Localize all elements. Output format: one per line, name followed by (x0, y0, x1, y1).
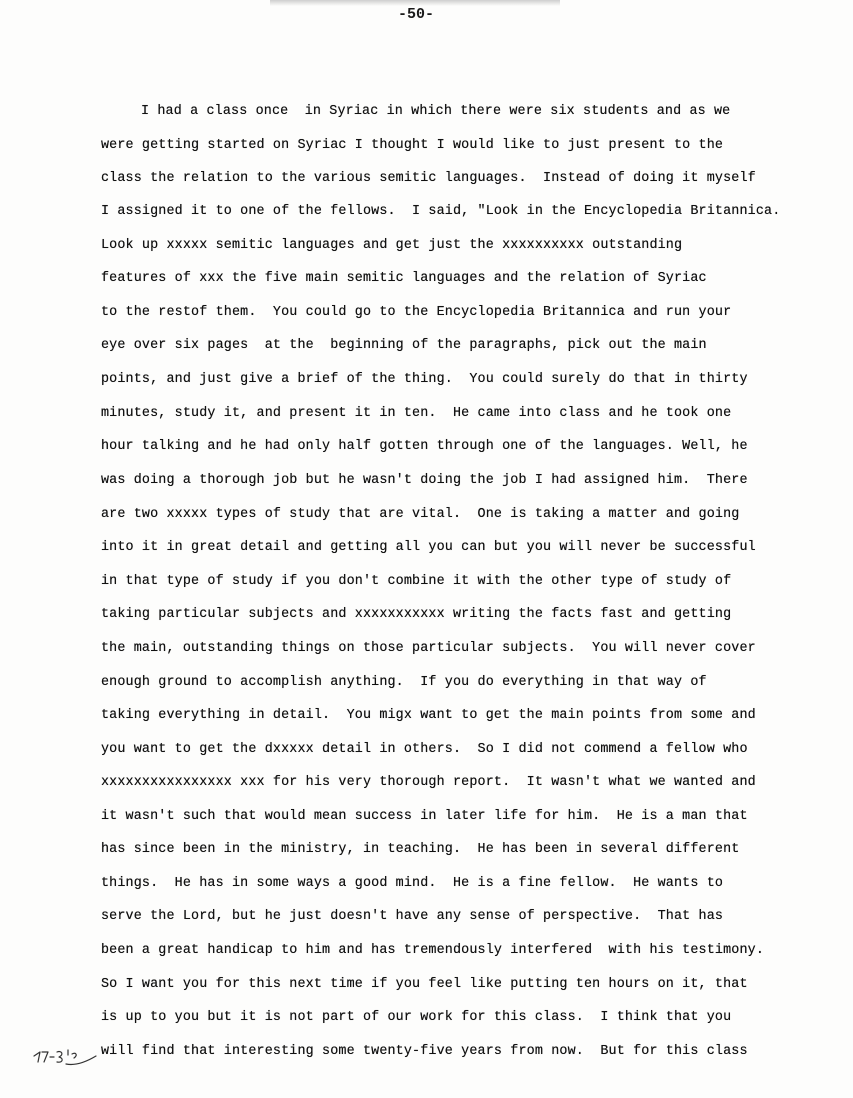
text-line: hour talking and he had only half gotten through one of the languages. Well, he (101, 439, 748, 454)
handwritten-margin-note (30, 1042, 100, 1072)
page-number: -50- (398, 6, 435, 23)
text-line: Look up xxxxx semitic languages and get just the xxxxxxxxxx outstanding (101, 238, 683, 253)
text-line: minutes, study it, and present it in ten. He came into class and he took one (101, 406, 732, 421)
text-line: in that type of study if you don't combine it with the other type of study of (101, 574, 732, 589)
text-line: you want to get the dxxxxx detail in others. So I did not commend a fellow who (101, 742, 748, 757)
text-line: things. He has in some ways a good mind. He is a fine fellow. He wants to (101, 876, 724, 891)
text-line: been a great handicap to him and has tremendously interfered with his testimony. (101, 943, 765, 958)
text-line: has since been in the ministry, in teaching. He has been in several different (101, 842, 740, 857)
text-line: taking everything in detail. You migx want to get the main points from some and (101, 708, 756, 723)
text-line: taking particular subjects and xxxxxxxxxxx writing the facts fast and getting (101, 607, 732, 622)
text-line: enough ground to accomplish anything. If you do everything in that way of (101, 675, 707, 690)
text-line: I had a class once in Syriac in which there were six students and as we (141, 104, 731, 119)
text-line: serve the Lord, but he just doesn't have any sense of perspective. That has (101, 909, 724, 924)
text-line: are two xxxxx types of study that are vital. One is taking a matter and going (101, 507, 740, 522)
text-line: the main, outstanding things on those particular subjects. You will never cover (101, 641, 756, 656)
text-line: is up to you but it is not part of our work for this class. I think that you (101, 1010, 732, 1025)
text-line: eye over six pages at the beginning of the paragraphs, pick out the main (101, 338, 707, 353)
text-line: were getting started on Syriac I thought I would like to just present to the (101, 138, 724, 153)
text-line: So I want you for this next time if you feel like putting ten hours on it, that (101, 977, 748, 992)
text-line: features of xxx the five main semitic languages and the relation of Syriac (101, 271, 707, 286)
text-line: class the relation to the various semitic languages. Instead of doing it myself (101, 171, 756, 186)
text-line: will find that interesting some twenty-five years from now. But for this class (101, 1044, 748, 1059)
text-line: I assigned it to one of the fellows. I said, "Look in the Encyclopedia Britannica. (101, 204, 781, 219)
text-line: was doing a thorough job but he wasn't doing the job I had assigned him. There (101, 473, 748, 488)
text-line: xxxxxxxxxxxxxxxx xxx for his very thorough report. It wasn't what we wanted and (101, 775, 756, 790)
text-line: into it in great detail and getting all you can but you will never be successful (101, 540, 756, 555)
text-line: it wasn't such that would mean success in later life for him. He is a man that (101, 809, 748, 824)
text-line: points, and just give a brief of the thing. You could surely do that in thirty (101, 372, 748, 387)
text-line: to the restof them. You could go to the Encyclopedia Britannica and run your (101, 305, 732, 320)
